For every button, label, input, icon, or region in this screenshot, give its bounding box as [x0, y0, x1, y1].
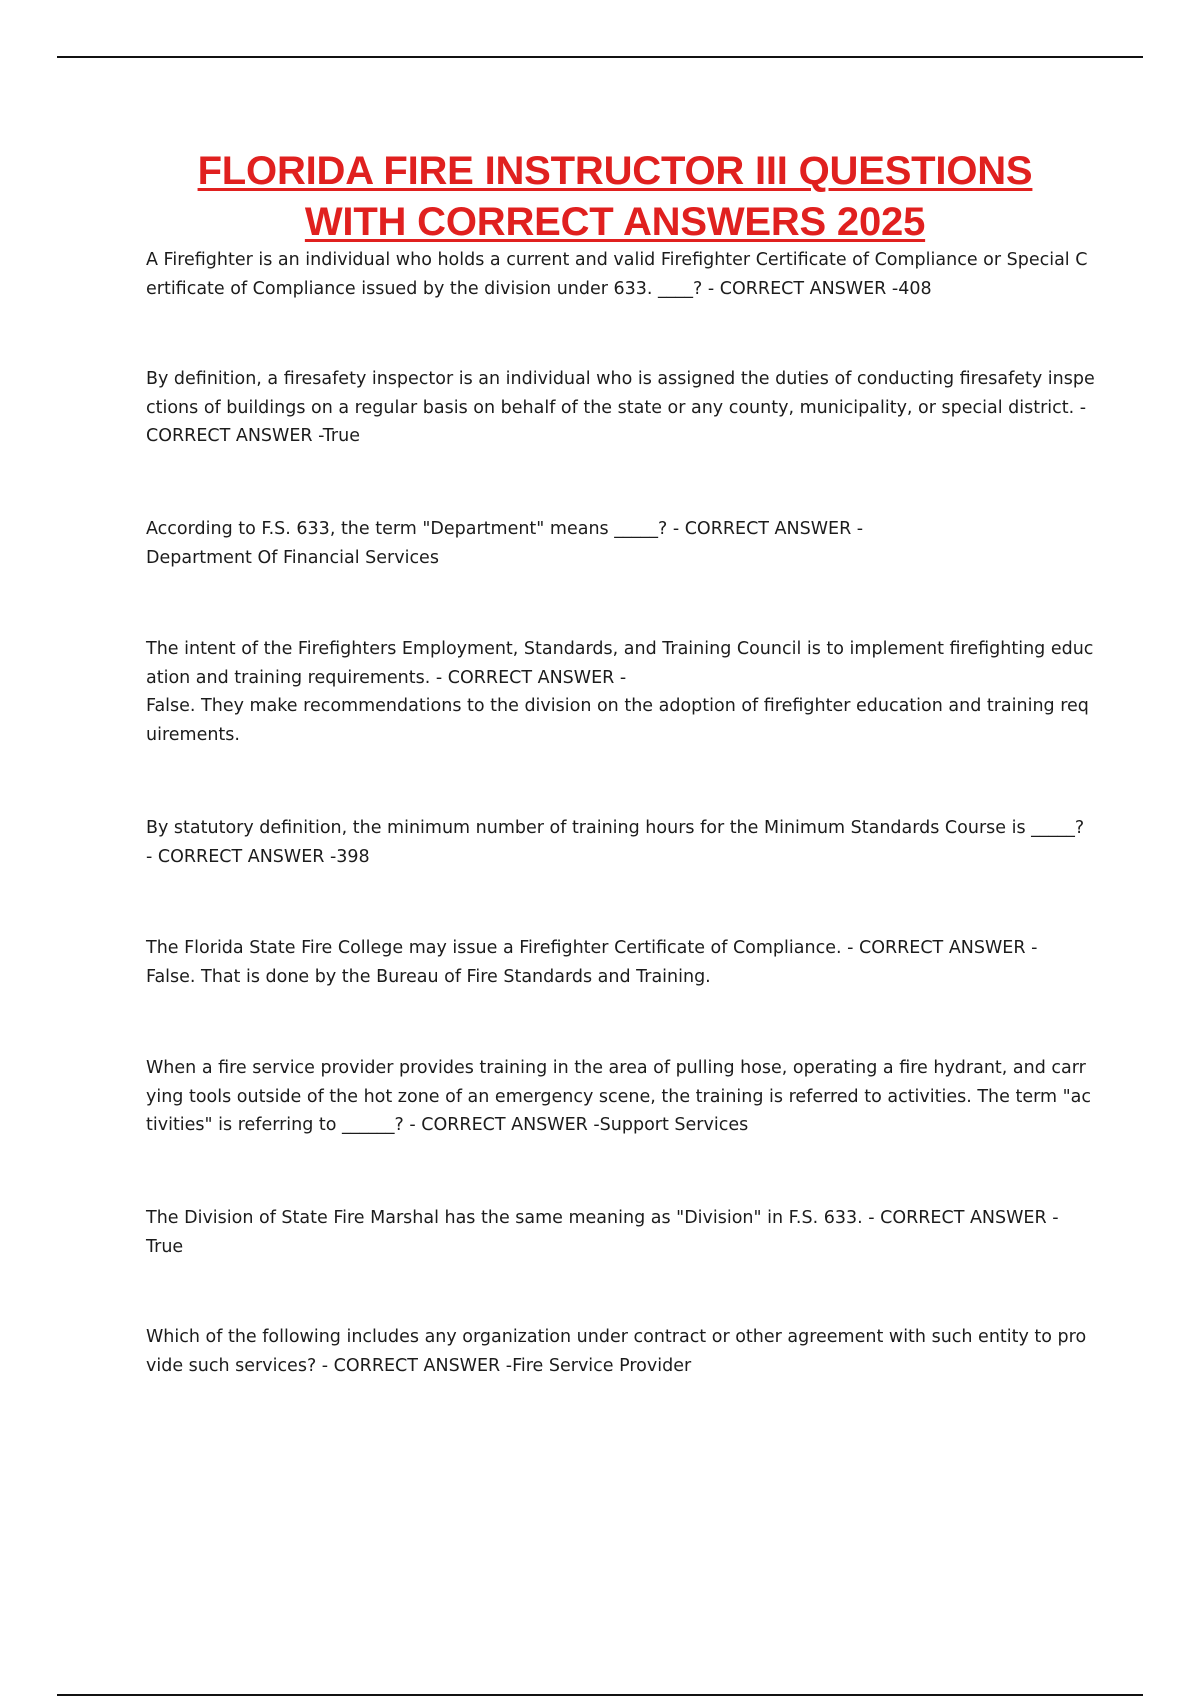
qa-item-9: Which of the following includes any organization under contract or other agreement with such entity to provide such services? - CORRECT ANSWER -Fire Service Provider: [146, 1327, 1087, 1376]
qa-item-2: By definition, a firesafety inspector is an individual who is assigned the duties of conducting firesafety inspections of buildings on a regular basis on behalf of the state or any county, municipality, or special district. - CORRECT ANSWER -True: [146, 369, 1095, 446]
qa-item-8: The Division of State Fire Marshal has the same meaning as "Division" in F.S. 633. - CORRECT ANSWER - True: [146, 1208, 1059, 1257]
qa-item-4: The intent of the Firefighters Employment, Standards, and Training Council is to implement firefighting education and training requirements. - CORRECT ANSWER - False. They make recommendations to the division on the adoption of firefighter education and training requirements.: [146, 639, 1094, 745]
qa-item-5: By statutory definition, the minimum number of training hours for the Minimum Standards Course is _____? - CORRECT ANSWER -398: [146, 818, 1085, 867]
qa-item-6: The Florida State Fire College may issue a Firefighter Certificate of Compliance. - CORRECT ANSWER - False. That is done by the Bureau of Fire Standards and Training.: [146, 938, 1038, 987]
qa-item-1: A Firefighter is an individual who holds a current and valid Firefighter Certificate of Compliance or Special Certificate of Compliance issued by the division under 633. ____? - CORRECT ANSWER -408: [146, 250, 1088, 299]
title-line-2: WITH CORRECT ANSWERS 2025: [304, 200, 926, 244]
bottom-rule: [57, 1694, 1143, 1696]
top-rule: [57, 56, 1143, 58]
title-line-1: FLORIDA FIRE INSTRUCTOR III QUESTIONS: [197, 149, 1033, 193]
document-title: [140, 146, 1090, 248]
qa-item-3: According to F.S. 633, the term "Department" means _____? - CORRECT ANSWER - Department Of Financial Services: [146, 519, 864, 568]
qa-item-7: When a fire service provider provides training in the area of pulling hose, operating a fire hydrant, and carrying tools outside of the hot zone of an emergency scene, the training is referred to activities. The term "activities" is referring to ______? - CORRECT ANSWER -Support Services: [146, 1058, 1091, 1135]
